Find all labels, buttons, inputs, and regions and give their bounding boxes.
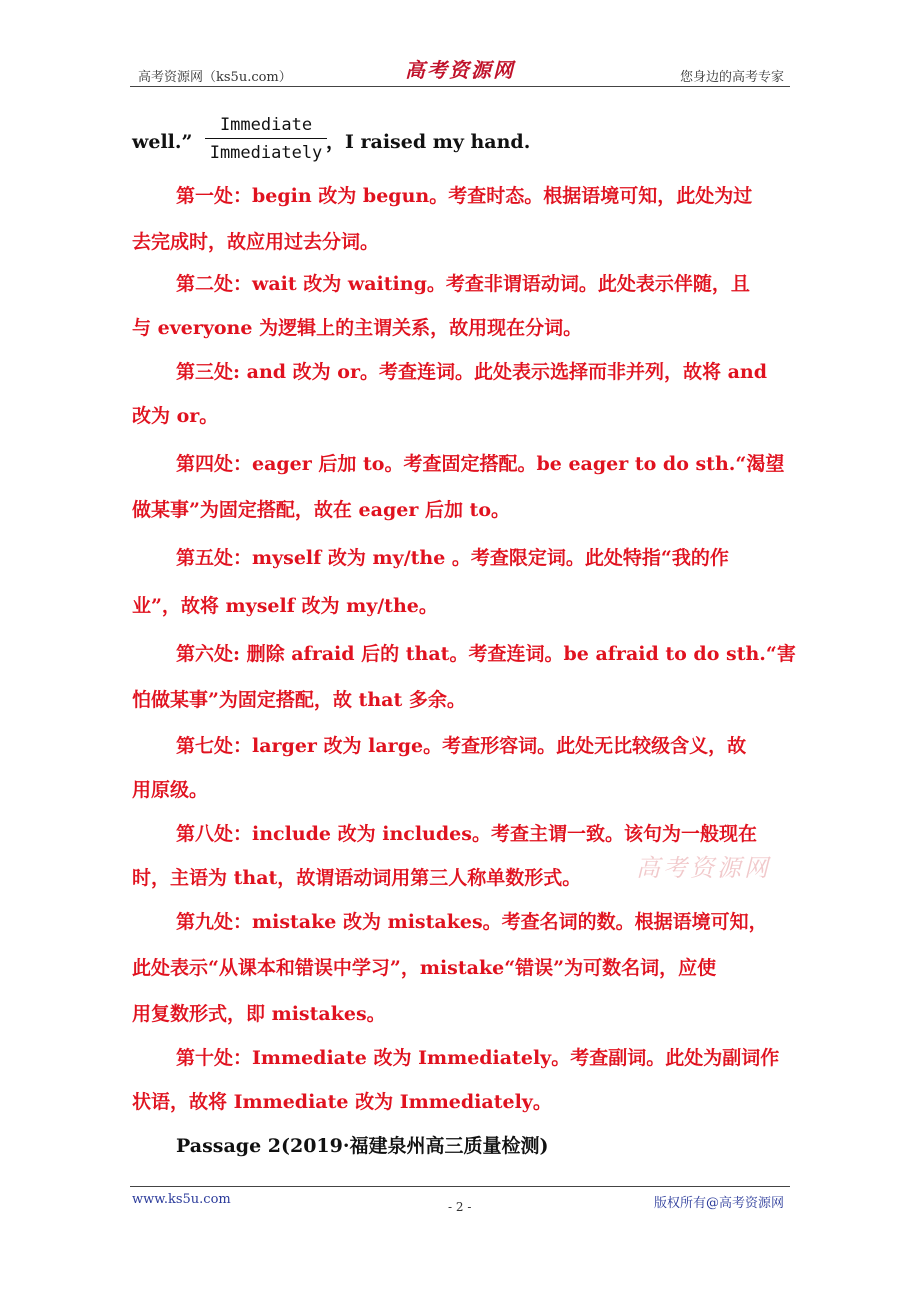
intro-prefix: well.” — [132, 131, 193, 153]
answer-line: 用原级。 — [132, 779, 209, 801]
correction-original: Immediate — [219, 115, 313, 135]
answer-line: 第五处：myself 改为 my/the 。考查限定词。此处特指“我的作 — [176, 547, 729, 569]
answer-line: 第九处：mistake 改为 mistakes。考查名词的数。根据语境可知， — [176, 911, 768, 933]
answer-line: 第三处: and 改为 or。考查连词。此处表示选择而非并列，故将 and — [176, 361, 767, 383]
footer-rule — [130, 1186, 790, 1187]
header-rule — [130, 86, 790, 87]
answer-line: 用复数形式，即 mistakes。 — [132, 1003, 386, 1025]
footer-copyright: 版权所有@高考资源网 — [653, 1196, 784, 1211]
header-slogan: 您身边的高考专家 — [679, 70, 784, 85]
answer-line: 第十处：Immediate 改为 Immediately。考查副词。此处为副词作 — [176, 1047, 780, 1069]
answer-line: 此处表示“从课本和错误中学习”，mistake“错误”为可数名词，应使 — [132, 957, 717, 979]
header-logo: 高考资源网 — [405, 58, 515, 82]
answer-line: 改为 or。 — [132, 405, 219, 427]
page-header — [130, 56, 790, 86]
page-footer — [130, 1186, 790, 1226]
answer-line: 状语，故将 Immediate 改为 Immediately。 — [132, 1091, 552, 1113]
correction-mark — [205, 114, 327, 164]
answer-line: 第七处：larger 改为 large。考查形容词。此处无比较级含义，故 — [176, 735, 747, 757]
answer-line: 做某事”为固定搭配，故在 eager 后加 to。 — [132, 499, 511, 521]
answer-line: 与 everyone 为逻辑上的主谓关系，故用现在分词。 — [132, 317, 583, 339]
answer-line: 第一处：begin 改为 begun。考查时态。根据语境可知，此处为过 — [176, 185, 753, 207]
answer-line: 第八处：include 改为 includes。考查主谓一致。该句为一般现在 — [176, 823, 757, 845]
answer-line: 第二处：wait 改为 waiting。考查非谓语动词。此处表示伴随，且 — [176, 273, 750, 295]
answer-line: 第四处：eager 后加 to。考查固定搭配。be eager to do sth.“渴望 — [176, 453, 785, 475]
passage-heading: Passage 2(2019·福建泉州高三质量检测) — [176, 1135, 549, 1157]
footer-url[interactable]: www.ks5u.com — [132, 1192, 231, 1207]
page-number: - 2 - — [448, 1200, 472, 1214]
answer-line: 怕做某事”为固定搭配，故 that 多余。 — [132, 689, 466, 711]
watermark: 高考资源网 — [636, 854, 771, 882]
answer-line: 第六处: 删除 afraid 后的 that。考查连词。be afraid to do sth.“害 — [176, 643, 796, 665]
header-site-label: 高考资源网（ks5u.com） — [138, 70, 292, 85]
intro-suffix: ，I raised my hand. — [326, 131, 531, 153]
correction-replacement: Immediately — [209, 143, 323, 163]
correction-strike-rule — [205, 138, 327, 139]
answer-line: 业”，故将 myself 改为 my/the。 — [132, 595, 438, 617]
answer-line: 去完成时，故应用过去分词。 — [132, 231, 380, 253]
answer-line: 时，主语为 that，故谓语动词用第三人称单数形式。 — [132, 867, 582, 889]
